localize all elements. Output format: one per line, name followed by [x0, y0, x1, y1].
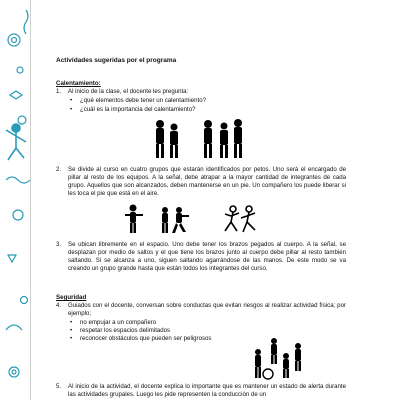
item-4 [56, 302, 346, 318]
item-2-text: Se divide al curso en cuatro grupos que estarán identificados por petos. Uno será el encargado de pillar al resto de los equipos. A la señal, debe atrapar a la mayor cantidad de integrantes de cada grupo. Aquellos que son alcanzados, deben mantenerse en un pie. Un compañero los puede liberar si les toca el pie que está en el aire. [68, 166, 346, 198]
item-5 [56, 383, 346, 399]
page-title: Actividades sugeridas por el programa [56, 57, 177, 64]
item-4-text: Guiados con el docente, conversan sobre conductas que evitan riesgos al realizar actividad física; por ejemplo; [68, 302, 346, 318]
stick-figure-icon [6, 124, 26, 160]
children-group-illustration [250, 338, 310, 380]
item-4-number: 4. [56, 302, 62, 309]
safety-heading: Seguridad [56, 294, 87, 301]
item-1-text: Al inicio de la clase, el docente les pregunta: [68, 88, 189, 95]
children-standing-illustration [150, 118, 280, 160]
item-2 [56, 166, 346, 198]
item-3-text: Se ubican libremente en el espacio. Uno debe tener los brazos pegados al cuerpo. A la señal, se desplazan por medio de saltos y el que tiene los brazos junto al cuerpo debe pillar al resto también saltando. Si se alcanza a uno, siguen saltando agarrándose de las manos. De este modo se va creando un grupo grande hasta que están todos los integrantes del curso. [68, 241, 346, 273]
item-2-number: 2. [56, 166, 62, 173]
item-5-text: Al inicio de la actividad, el docente explica lo importante que es mantener un estado de alerta durante las actividades grupales. Luego les pide representen la conducción de un [68, 383, 346, 399]
item-3 [56, 241, 346, 273]
item-5-number: 5. [56, 383, 62, 390]
item-1-number: 1. [56, 88, 62, 95]
item-3-number: 3. [56, 241, 62, 248]
item-1 [56, 88, 346, 96]
children-running-illustration [125, 204, 265, 234]
item-4-bullet-2: • respetar los espacios delimitados [80, 327, 170, 335]
item-4-bullet-3: • reconocer obstáculos que pueden ser peligrosos [80, 335, 211, 343]
item-4-bullet-1: • no empujar a un compañero [80, 319, 156, 327]
margin-doodles [0, 0, 44, 400]
item-1-bullet-2: • ¿cuál es la importancia del calentamiento? [80, 106, 196, 114]
warmup-heading: Calentamiento: [56, 80, 101, 87]
item-1-bullet-1: • ¿qué elementos debe tener un calentamiento? [80, 97, 206, 105]
